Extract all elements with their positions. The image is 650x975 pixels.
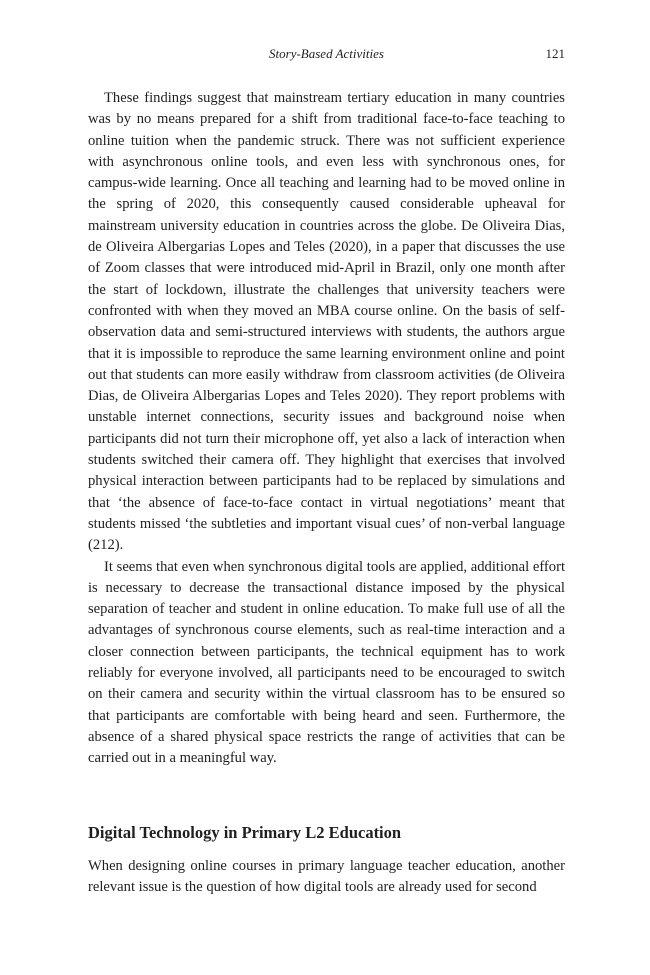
section-body-text bbox=[88, 856, 565, 899]
running-header bbox=[88, 46, 565, 64]
section-heading: Digital Technology in Primary L2 Education bbox=[88, 823, 402, 842]
paragraph: It seems that even when synchronous digital tools are applied, additional effort is necessary to decrease the transactional distance imposed by the physical separation of teacher and student in online education. To make full use of all the advantages of synchronous course elements, such as real-time interaction and a closer connection between participants, the technical equipment has to work reliably for everyone involved, all participants need to be encouraged to switch on their camera and security within the virtual classroom has to be ensured so that participants are comfortable with being heard and seen. Furthermore, the absence of a shared physical space restricts the range of activities that can be carried out in a meaningful way. bbox=[88, 558, 565, 767]
page-number: 121 bbox=[545, 46, 565, 61]
paragraph: These findings suggest that mainstream tertiary education in many countries was by no means prepared for a shift from traditional face-to-face teaching to online tuition when the pandemic struck. There was not sufficient experience with asynchronous online tools, and even less with synchronous ones, for campus-wide learning. Once all teaching and learning had to be moved online in the spring of 2020, this consequently caused considerable upheaval for mainstream university education in countries across the globe. De Oliveira Dias, de Oliveira Albergarias Lopes and Teles (2020), in a paper that discusses the use of Zoom classes that were introduced mid-April in Brazil, only one month after the start of lockdown, illustrate the challenges that university teachers were confronted with when they moved an MBA course online. On the basis of self-observation data and semi-structured interviews with students, the authors argue that it is impossible to reproduce the same learning environment online and point out that students can more easily withdraw from classroom activities (de Oliveira Dias, de Oliveira Albergarias Lopes and Teles 2020). They report problems with unstable internet connections, security issues and background noise when participants did not turn their microphone off, yet also a lack of interaction when students switched their camera off. They highlight that exercises that involved physical interaction between participants had to be replaced by simulations and that ‘the absence of face-to-face contact in virtual negotiations’ meant that students missed ‘the subtleties and important visual cues’ of non-verbal language (212). bbox=[88, 90, 565, 554]
paragraph: When designing online courses in primary language teacher education, another relevant issue is the question of how digital tools are already used for second bbox=[88, 858, 565, 896]
body-text bbox=[88, 88, 565, 770]
running-title: Story-Based Activities bbox=[269, 46, 384, 61]
